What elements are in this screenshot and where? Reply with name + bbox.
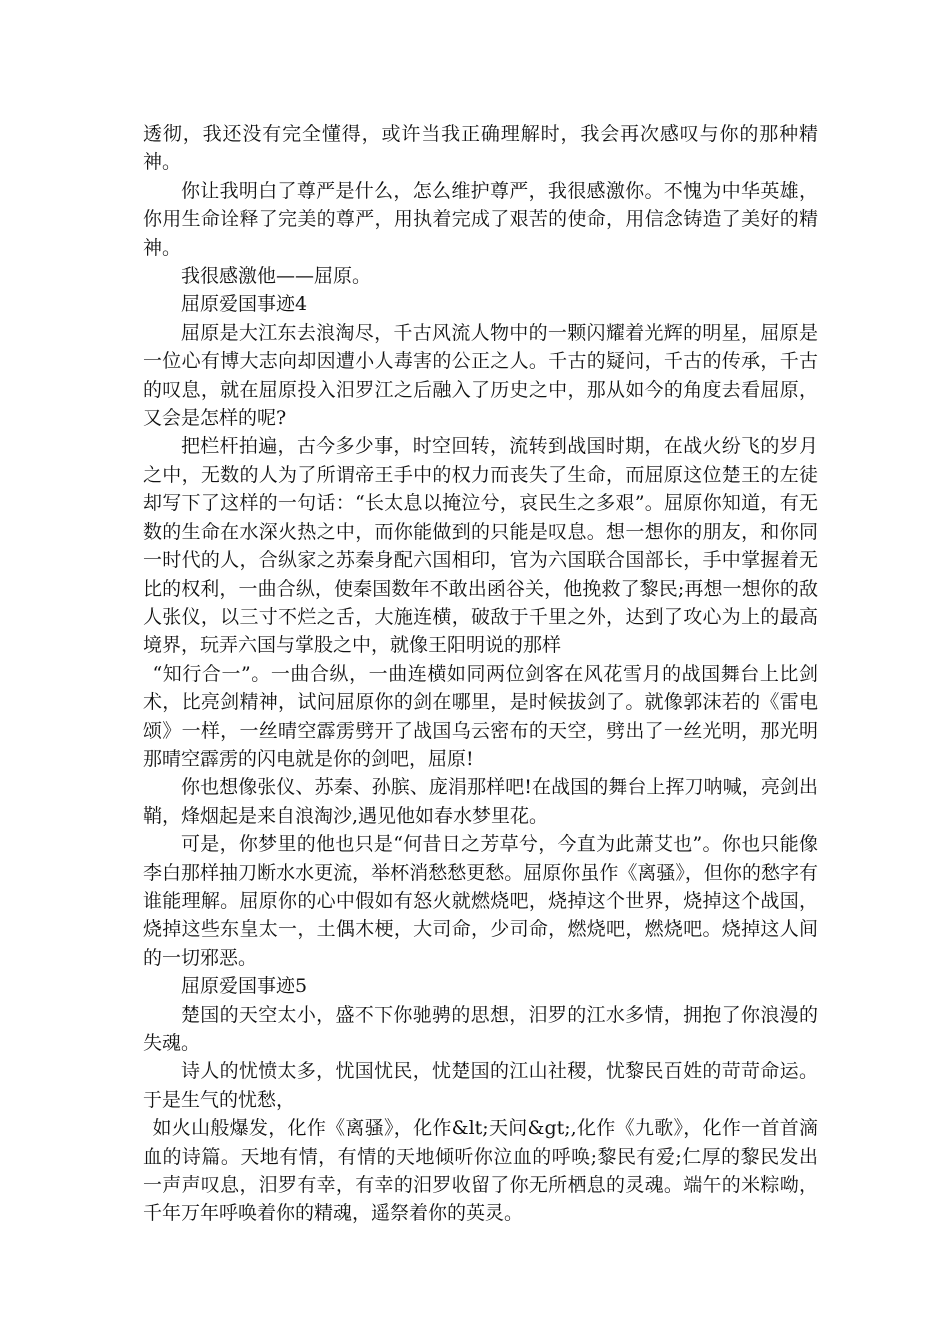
paragraph: 我很感激他——屈原。 [181, 265, 372, 288]
paragraph: 楚国的天空太小，盛不下你驰骋的思想，汨罗的江水多情，拥抱了你浪漫的失魂。 [143, 1003, 818, 1054]
paragraph-continuation: 透彻，我还没有完全懂得，或许当我正确理解时，我会再次感叹与你的那种精神。 [143, 123, 818, 174]
section-title: 屈原爱国事迹5 [181, 975, 308, 998]
paragraph: “知行合一”。一曲合纵，一曲连横如同两位剑客在风花雪月的战国舞台上比剑术，比亮剑精神，试问屈原你的剑在哪里，是时候拔剑了。就像郭沫若的《雷电颂》一样，一丝晴空霹雳劈开了战国乌云密布的天空，劈出了一丝光明，那光明那晴空霹雳的闪电就是你的剑吧，屈原! [143, 662, 818, 770]
paragraph: 把栏杆拍遍，古今多少事，时空回转，流转到战国时期，在战火纷飞的岁月之中，无数的人为了所谓帝王手中的权力而丧失了生命，而屈原这位楚王的左徒却写下了这样的一句话：“长太息以掩泣兮，哀民生之多艰”。屈原你知道，有无数的生命在水深火热之中，而你能做到的只能是叹息。想一想你的朋友，和你同一时代的人，合纵家之苏秦身配六国相印，官为六国联合国部长，手中掌握着无比的权利，一曲合纵，使秦国数年不敢出函谷关，他挽救了黎民;再想一想你的敌人张仪，以三寸不烂之舌，大施连横，破敌于千里之外，达到了攻心为上的最高境界，玩弄六国与掌股之中，就像王阳明说的那样 [143, 435, 818, 657]
document-body [143, 120, 818, 1228]
paragraph: 诗人的忧愤太多，忧国忧民，忧楚国的江山社稷，忧黎民百姓的苛苛命运。于是生气的忧愁， [143, 1060, 818, 1111]
paragraph: 可是，你梦里的他也只是“何昔日之芳草兮，今直为此萧艾也”。你也只能像李白那样抽刀断水水更流，举杯消愁愁更愁。屈原你虽作《离骚》，但你的愁字有谁能理解。屈原你的心中假如有怒火就燃烧吧，烧掉这个世界，烧掉这个战国，烧掉这些东皇太一，土偶木梗，大司命，少司命，燃烧吧，燃烧吧。烧掉这人间的一切邪恶。 [143, 833, 818, 969]
paragraph: 你也想像张仪、苏秦、孙膑、庞涓那样吧!在战国的舞台上挥刀呐喊，亮剑出鞘，烽烟起是来自浪淘沙,遇见他如春水梦里花。 [143, 776, 818, 827]
section-title: 屈原爱国事迹4 [181, 293, 308, 316]
paragraph: 屈原是大江东去浪淘尽，千古风流人物中的一颗闪耀着光辉的明星，屈原是一位心有博大志向却因遭小人毒害的公正之人。千古的疑问，千古的传承，千古的叹息，就在屈原投入汨罗江之后融入了历史之中，那从如今的角度去看屈原，又会是怎样的呢? [143, 321, 818, 430]
paragraph: 如火山般爆发，化作《离骚》，化作&lt;天问&gt;,化作《九歌》，化作一首首滴血的诗篇。天地有情，有情的天地倾听你泣血的呼唤;黎民有爱;仁厚的黎民发出一声声叹息，汨罗有幸，有幸的汨罗收留了你无所栖息的灵魂。端午的米粽呦，千年万年呼唤着你的精魂，遥祭着你的英灵。 [143, 1117, 818, 1225]
paragraph: 你让我明白了尊严是什么，怎么维护尊严，我很感激你。不愧为中华英雄，你用生命诠释了完美的尊严，用执着完成了艰苦的使命，用信念铸造了美好的精神。 [143, 179, 818, 259]
